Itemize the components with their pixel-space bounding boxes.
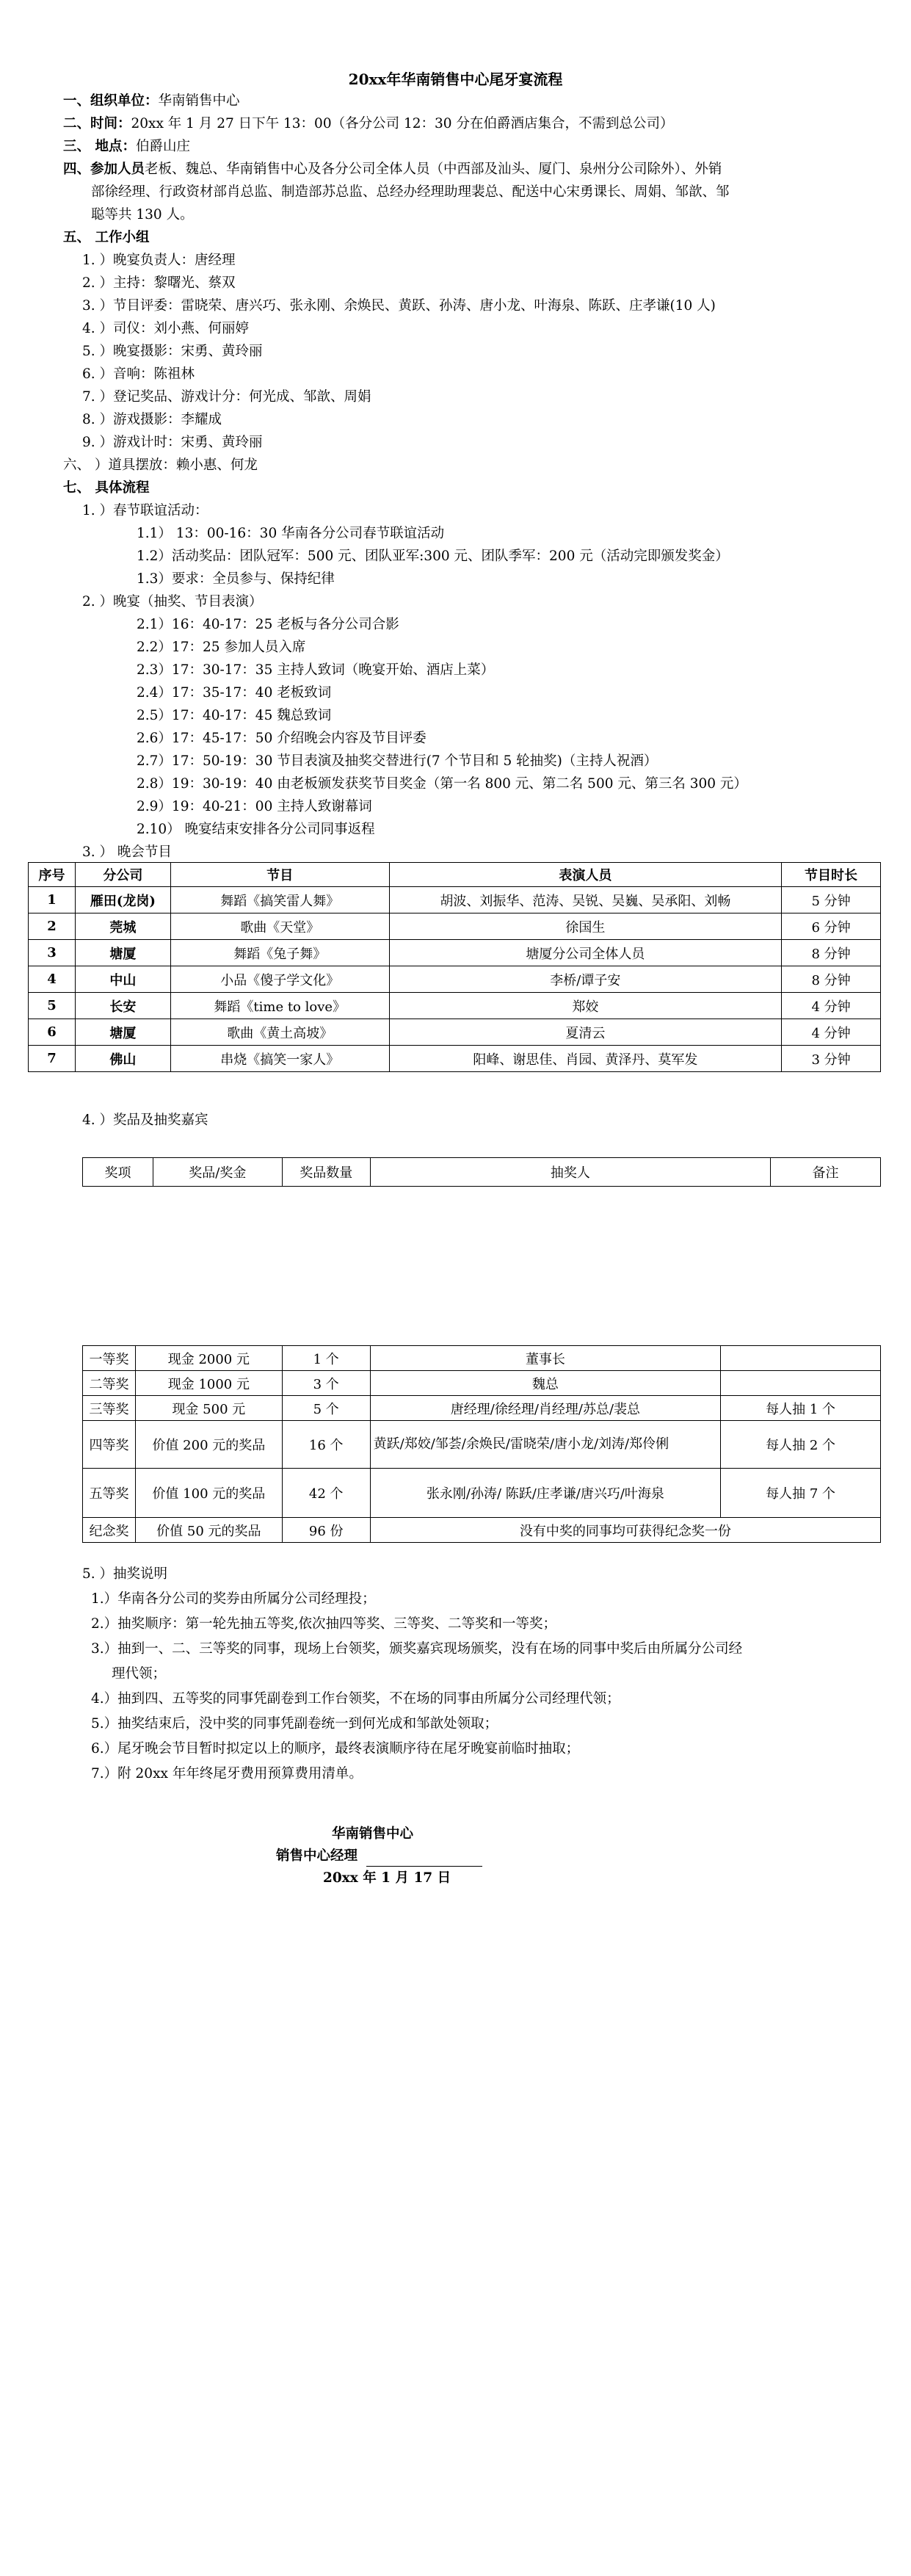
table-row [83, 1469, 881, 1518]
cell-drawer: 唐经理/徐经理/肖经理/苏总/裴总 [370, 1396, 721, 1421]
cell-performers: 郑姣 [389, 993, 781, 1019]
list-item: 3. ）节目评委：雷晓荣、唐兴巧、张永刚、余焕民、黄跃、孙涛、唐小龙、叶海泉、陈跃、庄孝谦(10 人) [82, 298, 716, 314]
cell-duration: 6 分钟 [782, 913, 881, 940]
rule-item: 4.）抽到四、五等奖的同事凭副卷到工作台领奖，不在场的同事由所属分公司经理代领； [91, 1691, 620, 1707]
cell-performers: 李桥/谭子安 [389, 966, 781, 993]
cell-program: 舞蹈《time to love》 [170, 993, 389, 1019]
info-value: 华南销售中心 [158, 93, 240, 109]
cell-quantity: 3 个 [282, 1371, 370, 1396]
cell-duration: 3 分钟 [782, 1046, 881, 1072]
cell-performers: 徐国生 [389, 913, 781, 940]
table-row [83, 1396, 881, 1421]
header-cell: 表演人员 [389, 863, 781, 887]
cell-performers: 夏清云 [389, 1019, 781, 1046]
cell-duration: 8 分钟 [782, 940, 881, 966]
cell-performers: 塘厦分公司全体人员 [389, 940, 781, 966]
cell-drawer: 董事长 [370, 1346, 721, 1371]
document-title: 20xx年华南销售中心尾牙宴流程 [348, 70, 563, 88]
cell-performers: 阳峰、谢思佳、肖园、黄泽丹、莫军发 [389, 1046, 781, 1072]
rule-item: 5.）抽奖结束后，没中奖的同事凭副卷统一到何光成和邹歆处领取； [91, 1716, 498, 1732]
signature-line [366, 1851, 482, 1867]
cell-branch: 佛山 [75, 1046, 170, 1072]
cell-quantity: 16 个 [282, 1421, 370, 1469]
cell-program: 舞蹈《搞笑雷人舞》 [170, 887, 389, 913]
info-label: 二、时间： [63, 116, 131, 131]
header-cell: 奖品数量 [282, 1158, 370, 1187]
cell-quantity: 1 个 [282, 1346, 370, 1371]
info-time [63, 114, 673, 134]
sub-heading: 5. ）抽奖说明 [82, 1566, 168, 1582]
rule-item: 2.）抽奖顺序：第一轮先抽五等奖,依次抽四等奖、三等奖、二等奖和一等奖； [91, 1616, 557, 1632]
info-label: 三、 地点： [63, 139, 136, 154]
table-row [29, 887, 881, 913]
cell-performers: 胡波、刘振华、范涛、吴锐、吴巍、吴承阳、刘畅 [389, 887, 781, 913]
list-item: 2.1）16：40-17：25 老板与各分公司合影 [137, 617, 399, 632]
cell-prize: 现金 2000 元 [135, 1346, 282, 1371]
list-item: 2.5）17：40-17：45 魏总致词 [137, 708, 332, 723]
signature-manager-label: 销售中心经理 [276, 1848, 358, 1864]
cell-note: 每人抽 1 个 [721, 1396, 881, 1421]
cell-program: 歌曲《天堂》 [170, 913, 389, 940]
cell-no: 4 [29, 966, 76, 993]
info-participants-cont: 部徐经理、行政资材部肖总监、制造部苏总监、总经办经理助理裴总、配送中心宋勇课长、周娟、邹歆、邹 [91, 184, 730, 200]
info-value: 伯爵山庄 [135, 139, 190, 154]
cell-branch: 长安 [75, 993, 170, 1019]
cell-drawer: 黄跃/郑姣/邹荟/余焕民/雷晓荣/唐小龙/刘涛/郑伶俐 [370, 1421, 721, 1469]
list-item: 8. ）游戏摄影：李耀成 [82, 412, 222, 427]
list-item: 1.1） 13：00-16：30 华南各分公司春节联谊活动 [137, 526, 445, 541]
cell-award: 五等奖 [83, 1469, 136, 1518]
table-row [83, 1421, 881, 1469]
rule-item: 7.）附 20xx 年年终尾牙费用预算费用清单。 [91, 1766, 363, 1781]
cell-duration: 5 分钟 [782, 887, 881, 913]
prize-table-header [82, 1157, 881, 1187]
cell-branch: 中山 [75, 966, 170, 993]
cell-prize: 价值 200 元的奖品 [135, 1421, 282, 1469]
cell-quantity: 5 个 [282, 1396, 370, 1421]
info-value: 老板、魏总、华南销售中心及各分公司全体人员（中西部及汕头、厦门、泉州分公司除外）、外销 [145, 162, 722, 177]
section-process: 七、 具体流程 [63, 480, 150, 496]
cell-no: 6 [29, 1019, 76, 1046]
header-cell: 分公司 [75, 863, 170, 887]
header-cell: 奖品/奖金 [153, 1158, 282, 1187]
list-item: 4. ）司仪：刘小燕、何丽婷 [82, 321, 250, 336]
rule-item: 1.）华南各分公司的奖券由所属分公司经理投； [91, 1591, 376, 1607]
cell-award: 三等奖 [83, 1396, 136, 1421]
list-item: 2.2）17：25 参加人员入席 [137, 640, 306, 655]
list-item: 2.10） 晚宴结束安排各分公司同事返程 [137, 822, 375, 837]
cell-award: 四等奖 [83, 1421, 136, 1469]
list-item: 9. ）游戏计时：宋勇、黄玲丽 [82, 435, 263, 450]
table-row [29, 1046, 881, 1072]
list-item: 1.2）活动奖品：团队冠军：500 元、团队亚军:300 元、团队季军：200 元（活动完即颁发奖金） [137, 549, 729, 564]
cell-program: 歌曲《黄土高坡》 [170, 1019, 389, 1046]
cell-note: 每人抽 7 个 [721, 1469, 881, 1518]
cell-program: 小品《傻子学文化》 [170, 966, 389, 993]
cell-program: 串烧《搞笑一家人》 [170, 1046, 389, 1072]
rule-item: 3.）抽到一、二、三等奖的同事，现场上台领奖，颁奖嘉宾现场颁奖，没有在场的同事中奖后由所属分公司经 [91, 1641, 743, 1657]
sub-heading: 3. ） 晚会节目 [82, 844, 172, 860]
info-participants [63, 159, 722, 180]
cell-prize: 价值 50 元的奖品 [135, 1518, 282, 1543]
table-row [29, 1019, 881, 1046]
cell-branch: 塘厦 [75, 1019, 170, 1046]
rule-item: 6.）尾牙晚会节目暂时拟定以上的顺序，最终表演顺序待在尾牙晚宴前临时抽取； [91, 1741, 580, 1756]
list-item: 7. ）登记奖品、游戏计分：何光成、邹歆、周娟 [82, 389, 371, 405]
cell-drawer: 张永刚/孙涛/ 陈跃/庄孝谦/唐兴巧/叶海泉 [370, 1469, 721, 1518]
sub-heading: 1. ）春节联谊活动： [82, 503, 208, 518]
cell-no: 1 [29, 887, 76, 913]
program-table [28, 862, 881, 1072]
cell-no: 5 [29, 993, 76, 1019]
list-item: 6. ）音响：陈祖林 [82, 366, 195, 382]
list-item: 2.4）17：35-17：40 老板致词 [137, 685, 332, 701]
header-cell: 抽奖人 [370, 1158, 770, 1187]
table-row [29, 940, 881, 966]
header-cell: 奖项 [83, 1158, 153, 1187]
cell-no: 3 [29, 940, 76, 966]
cell-branch: 塘厦 [75, 940, 170, 966]
table-row [83, 1346, 881, 1371]
section-props: 六、 ）道具摆放：赖小惠、何龙 [63, 457, 258, 473]
info-location [63, 137, 190, 157]
header-cell: 序号 [29, 863, 76, 887]
cell-award: 纪念奖 [83, 1518, 136, 1543]
header-cell: 备注 [771, 1158, 881, 1187]
table-header-row [29, 863, 881, 887]
cell-note [721, 1371, 881, 1396]
cell-prize: 现金 500 元 [135, 1396, 282, 1421]
info-label: 一、组织单位： [63, 93, 159, 109]
section-work-group: 五、 工作小组 [63, 230, 150, 245]
cell-quantity: 42 个 [282, 1469, 370, 1518]
table-row [29, 966, 881, 993]
cell-award: 二等奖 [83, 1371, 136, 1396]
cell-drawer: 魏总 [370, 1371, 721, 1396]
cell-branch: 雁田(龙岗) [75, 887, 170, 913]
prize-table [82, 1345, 881, 1543]
header-cell: 节目时长 [782, 863, 881, 887]
cell-duration: 8 分钟 [782, 966, 881, 993]
header-cell: 节目 [170, 863, 389, 887]
table-row [29, 993, 881, 1019]
info-label: 四、参加人员 [63, 162, 145, 177]
cell-award: 一等奖 [83, 1346, 136, 1371]
list-item: 2.7）17：50-19：30 节目表演及抽奖交替进行(7 个节目和 5 轮抽奖)（主持人祝酒） [137, 753, 658, 769]
cell-duration: 4 分钟 [782, 1019, 881, 1046]
list-item: 1.3）要求：全员参与、保持纪律 [137, 571, 335, 587]
list-item: 2. ）主持：黎曙光、蔡双 [82, 275, 236, 291]
table-row [83, 1371, 881, 1396]
list-item: 2.9）19：40-21：00 主持人致谢幕词 [137, 799, 372, 814]
cell-duration: 4 分钟 [782, 993, 881, 1019]
list-item: 2.8）19：30-19：40 由老板颁发获奖节目奖金（第一名 800 元、第二名 500 元、第三名 300 元） [137, 776, 747, 792]
signature-date: 20xx 年 1 月 17 日 [323, 1870, 451, 1886]
signature-manager [276, 1846, 482, 1867]
cell-no: 7 [29, 1046, 76, 1072]
rule-item-cont: 理代领； [112, 1666, 167, 1682]
signature-org: 华南销售中心 [332, 1826, 414, 1842]
info-value: 20xx 年 1 月 27 日下午 13：00（各分公司 12：30 分在伯爵酒店集合，不需到总公司） [131, 116, 674, 131]
list-item: 2.3）17：30-17：35 主持人致词（晚宴开始、酒店上菜） [137, 662, 495, 678]
cell-prize: 价值 100 元的奖品 [135, 1469, 282, 1518]
cell-branch: 莞城 [75, 913, 170, 940]
cell-quantity: 96 份 [282, 1518, 370, 1543]
table-row [29, 913, 881, 940]
cell-note [721, 1346, 881, 1371]
table-row [83, 1518, 881, 1543]
sub-heading: 4. ）奖品及抽奖嘉宾 [82, 1112, 208, 1128]
list-item: 2.6）17：45-17：50 介绍晚会内容及节目评委 [137, 731, 427, 746]
cell-program: 舞蹈《兔子舞》 [170, 940, 389, 966]
sub-heading: 2. ）晚宴（抽奖、节目表演） [82, 594, 263, 609]
cell-no: 2 [29, 913, 76, 940]
list-item: 1. ）晚宴负责人：唐经理 [82, 253, 236, 268]
cell-note: 每人抽 2 个 [721, 1421, 881, 1469]
info-participants-cont: 聪等共 130 人。 [91, 207, 194, 222]
cell-drawer: 没有中奖的同事均可获得纪念奖一份 [370, 1518, 880, 1543]
table-header-row [83, 1158, 881, 1187]
info-org [63, 91, 240, 112]
list-item: 5. ）晚宴摄影：宋勇、黄玲丽 [82, 344, 263, 359]
cell-prize: 现金 1000 元 [135, 1371, 282, 1396]
